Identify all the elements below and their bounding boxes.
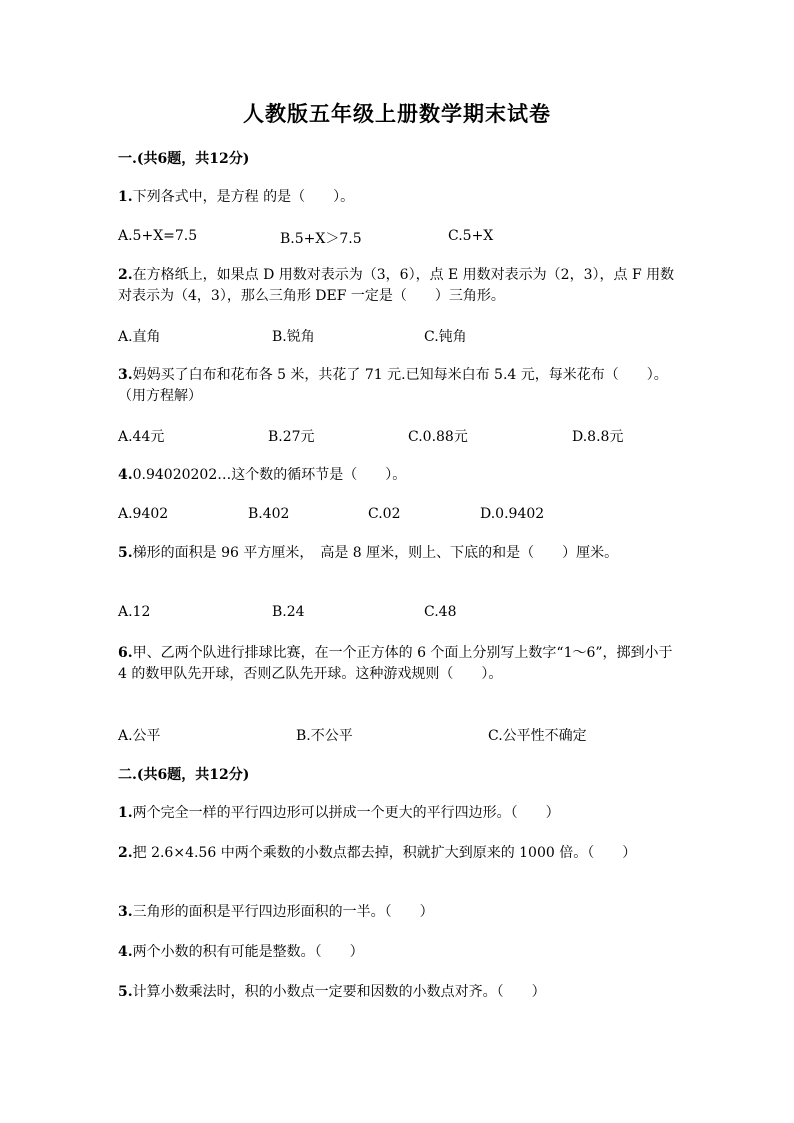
section-heading: 一.(共6题，共12分) (118, 151, 250, 167)
question (118, 902, 678, 923)
question-number: 3. (118, 367, 133, 383)
answer-option: D.0.9402 (480, 506, 545, 522)
question-text: 两个小数的积有可能是整数。（ ） (132, 944, 364, 960)
answer-option: A.5+X=7.5 (118, 228, 198, 244)
question-text: 甲、乙两个队进行排球比赛，在一个正方体的 6 个面上分别写上数字“1～6”，掷到小于 4 的数甲队先开球，否则乙队先开球。这种游戏规则（ ）。 (118, 645, 673, 682)
question (118, 643, 678, 685)
question-text: 妈妈买了白布和花布各 5 米，共花了 71 元.已知每米白布 5.4 元，每米花布（ ）。（用方程解） (118, 367, 668, 404)
answer-option: A.12 (118, 604, 151, 620)
answer-option: A.44元 (118, 429, 165, 445)
question-text: 0.94020202…这个数的循环节是（ ）。 (132, 467, 407, 483)
question (118, 365, 678, 407)
question-number: 2. (118, 267, 133, 283)
section-heading: 二.(共6题，共12分) (118, 767, 250, 783)
question (118, 465, 678, 486)
question-text: 把 2.6×4.56 中两个乘数的小数点都去掉，积就扩大到原来的 1000 倍。（ ） (132, 845, 637, 861)
page-title: 人教版五年级上册数学期末试卷 (243, 101, 551, 126)
question-number: 3. (118, 904, 133, 920)
answer-option: A.9402 (118, 506, 169, 522)
question-number: 1. (118, 805, 133, 821)
answer-option: C.02 (368, 506, 401, 522)
question (118, 187, 678, 208)
question-number: 5. (118, 545, 133, 561)
question-text: 两个完全一样的平行四边形可以拼成一个更大的平行四边形。（ ） (132, 805, 560, 821)
question-text: 在方格纸上，如果点 D 用数对表示为（3，6），点 E 用数对表示为（2，3），点 F 用数对表示为（4，3），那么三角形 DEF 一定是（ ）三角形。 (118, 267, 675, 304)
question-text: 三角形的面积是平行四边形面积的一半。（ ） (132, 904, 434, 920)
question-number: 2. (118, 845, 133, 861)
answer-option: B.5+X＞7.5 (280, 231, 362, 247)
question (118, 982, 678, 1003)
question-text: 计算小数乘法时，积的小数点一定要和因数的小数点对齐。（ ） (132, 984, 546, 1000)
question (118, 843, 678, 864)
answer-option: B.不公平 (296, 728, 353, 744)
question-number: 5. (118, 984, 133, 1000)
answer-option: C.0.88元 (408, 429, 468, 445)
question-number: 4. (118, 944, 133, 960)
answer-option: C.公平性不确定 (488, 728, 587, 744)
answer-option: B.24 (272, 604, 305, 620)
question (118, 803, 678, 824)
answer-option: D.8.8元 (572, 429, 624, 445)
question (118, 265, 678, 307)
answer-option: A.公平 (118, 728, 161, 744)
question-number: 4. (118, 467, 133, 483)
question-text: 梯形的面积是 96 平方厘米， 高是 8 厘米，则上、下底的和是（ ）厘米。 (132, 545, 619, 561)
question-number: 6. (118, 645, 133, 661)
answer-option: C.48 (424, 604, 457, 620)
answer-option: C.5+X (448, 228, 494, 244)
question (118, 942, 678, 963)
answer-option: A.直角 (118, 329, 161, 345)
question (118, 543, 678, 564)
question-text: 下列各式中，是方程 的是（ ）。 (132, 189, 355, 205)
answer-option: B.402 (248, 506, 290, 522)
answer-option: C.钝角 (424, 329, 467, 345)
question-number: 1. (118, 189, 133, 205)
answer-option: B.锐角 (272, 329, 315, 345)
answer-option: B.27元 (268, 429, 315, 445)
